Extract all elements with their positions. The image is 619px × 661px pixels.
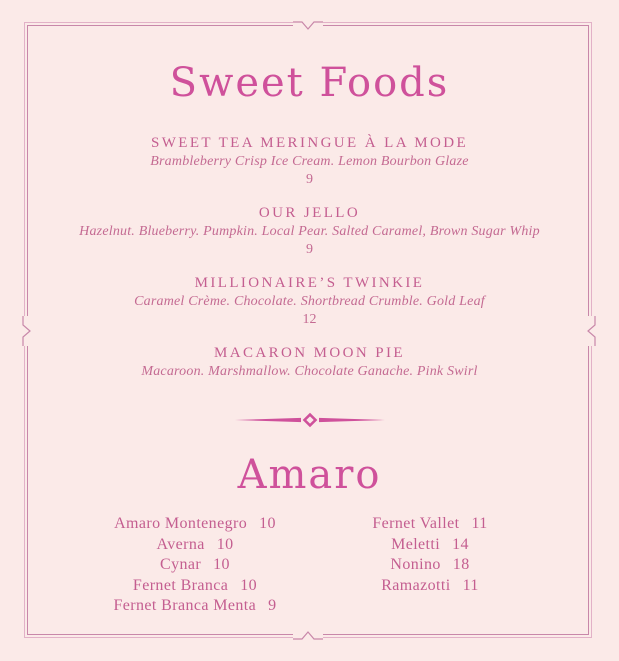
amaro-name: Fernet Vallet xyxy=(372,515,460,532)
list-item xyxy=(350,576,510,597)
amaro-price: 11 xyxy=(471,515,488,532)
amaro-price: 9 xyxy=(268,597,277,614)
menu-item-our-jello xyxy=(0,204,619,259)
item-price: 9 xyxy=(306,242,313,257)
amaro-name: Fernet Branca Menta xyxy=(113,597,257,614)
list-item xyxy=(350,535,510,556)
amaro-list xyxy=(0,514,619,617)
amaro-price: 10 xyxy=(259,515,276,532)
menu-item-millionaires-twinkie xyxy=(0,274,619,329)
diamond-divider-icon xyxy=(0,412,619,428)
item-name: MILLIONAIRE’S TWINKIE xyxy=(194,275,425,291)
amaro-name: Fernet Branca xyxy=(132,576,229,594)
amaro-price: 10 xyxy=(213,556,230,573)
item-price: 9 xyxy=(306,172,313,187)
amaro-name: Cynar xyxy=(160,556,202,573)
item-name: MACARON MOON PIE xyxy=(214,345,405,361)
list-item xyxy=(40,535,350,556)
amaro-column-right xyxy=(350,514,510,596)
item-name: OUR JELLO xyxy=(258,205,361,221)
list-item xyxy=(350,555,510,576)
amaro-price: 18 xyxy=(452,556,470,573)
list-item xyxy=(40,596,350,617)
amaro-name: Amaro Montenegro xyxy=(114,515,248,532)
amaro-price: 10 xyxy=(240,576,258,594)
menu-item-sweet-tea-meringue xyxy=(0,134,619,189)
amaro-column-left xyxy=(40,514,350,617)
item-description: Caramel Crème. Chocolate. Shortbread Crumble. Gold Leaf xyxy=(134,294,485,309)
item-price: 12 xyxy=(302,312,317,327)
amaro-name: Ramazotti xyxy=(381,576,451,594)
section-title-sweet-foods: Sweet Foods xyxy=(169,60,450,106)
item-name: SWEET TEA MERINGUE À LA MODE xyxy=(150,135,469,151)
amaro-price: 14 xyxy=(452,535,469,553)
item-description: Brambleberry Crisp Ice Cream. Lemon Bourbon Glaze xyxy=(150,154,469,169)
item-description: Macaroon. Marshmallow. Chocolate Ganache. Pink Swirl xyxy=(141,364,478,379)
list-item xyxy=(40,576,350,597)
menu-item-macaron-moon-pie xyxy=(0,344,619,381)
amaro-name: Nonino xyxy=(390,556,441,573)
amaro-name: Averna xyxy=(156,535,205,553)
list-item xyxy=(40,514,350,535)
amaro-name: Meletti xyxy=(391,535,441,553)
item-description: Hazelnut. Blueberry. Pumpkin. Local Pear. Salted Caramel, Brown Sugar Whip xyxy=(79,224,540,239)
section-title-amaro: Amaro xyxy=(237,452,382,498)
amaro-price: 10 xyxy=(216,535,234,553)
list-item xyxy=(350,514,510,535)
list-item xyxy=(40,555,350,576)
amaro-price: 11 xyxy=(462,576,479,594)
